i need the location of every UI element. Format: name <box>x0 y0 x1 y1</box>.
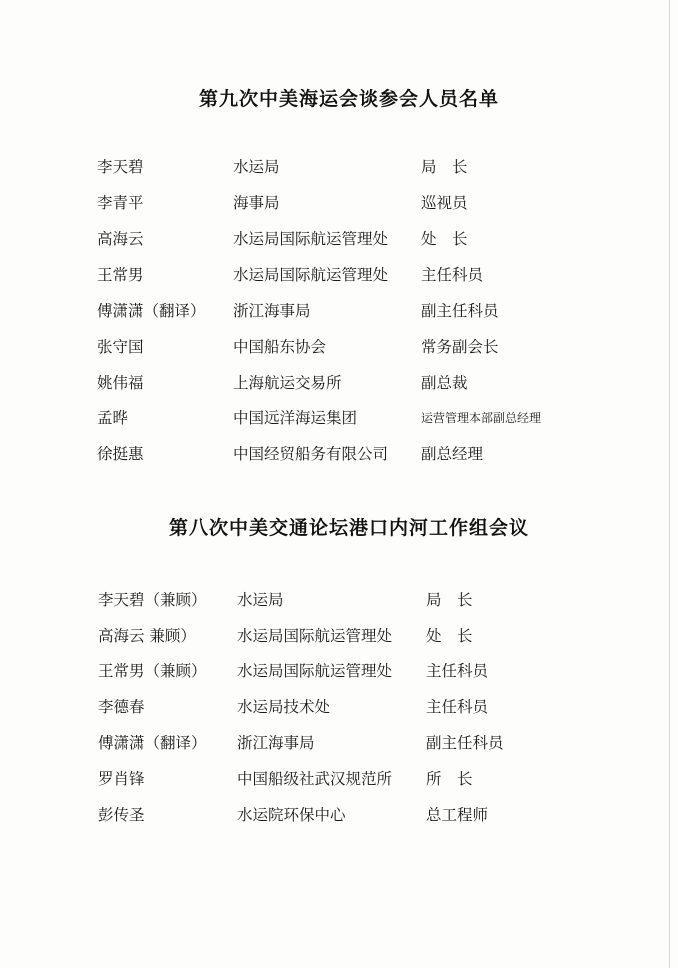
member-organization: 水运局国际航运管理处 <box>237 627 393 645</box>
member-position: 处 长 <box>426 627 473 645</box>
member-organization: 水运局国际航运管理处 <box>233 266 389 284</box>
member-position: 主任科员 <box>421 266 484 284</box>
member-name: 李德春 <box>98 698 145 716</box>
member-organization: 中国船东协会 <box>233 338 327 356</box>
member-position: 主任科员 <box>426 698 489 716</box>
member-organization: 水运局国际航运管理处 <box>233 230 389 248</box>
member-name: 李天碧 <box>97 158 144 176</box>
member-name: 李青平 <box>97 194 144 212</box>
member-organization: 中国经贸船务有限公司 <box>233 445 389 463</box>
member-position: 所 长 <box>426 770 473 788</box>
member-organization: 海事局 <box>233 194 280 212</box>
member-name: 傅潇潇（翻译） <box>98 734 207 752</box>
member-name: 高海云 兼顾） <box>98 627 196 645</box>
member-name: 彭传圣 <box>98 806 145 824</box>
member-organization: 水运局 <box>233 158 280 176</box>
member-position: 处 长 <box>421 230 468 248</box>
member-position: 副总裁 <box>421 374 468 392</box>
member-organization: 中国船级社武汉规范所 <box>237 770 393 788</box>
member-name: 孟晔 <box>97 409 129 427</box>
member-row <box>0 227 678 251</box>
member-position: 局 长 <box>426 591 473 609</box>
member-row <box>0 695 678 719</box>
member-organization: 中国远洋海运集团 <box>233 409 358 427</box>
member-organization: 浙江海事局 <box>237 734 315 752</box>
member-position: 副主任科员 <box>426 734 504 752</box>
section-2-title: 第八次中美交通论坛港口内河工作组会议 <box>168 517 529 539</box>
member-position: 运营管理本部副总经理 <box>421 411 542 425</box>
member-row <box>0 624 678 648</box>
member-organization: 水运局技术处 <box>237 698 331 716</box>
member-row <box>0 442 678 466</box>
member-position: 主任科员 <box>426 662 489 680</box>
member-position: 总工程师 <box>426 806 489 824</box>
member-name: 姚伟福 <box>97 374 144 392</box>
section-1-title: 第九次中美海运会谈参会人员名单 <box>198 88 499 110</box>
member-organization: 浙江海事局 <box>233 302 311 320</box>
member-name: 王常男 <box>97 266 144 284</box>
member-row <box>0 659 678 683</box>
member-row <box>0 299 678 323</box>
member-name: 张守国 <box>97 338 144 356</box>
member-position: 巡视员 <box>421 194 468 212</box>
member-position: 副总经理 <box>421 445 484 463</box>
member-row <box>0 767 678 791</box>
member-row <box>0 335 678 359</box>
member-row <box>0 263 678 287</box>
member-row <box>0 803 678 827</box>
member-row <box>0 191 678 215</box>
member-organization: 水运院环保中心 <box>237 806 346 824</box>
member-position: 局 长 <box>421 158 468 176</box>
member-name: 高海云 <box>97 230 144 248</box>
member-row <box>0 588 678 612</box>
member-row <box>0 731 678 755</box>
member-name: 傅潇潇（翻译） <box>97 302 206 320</box>
member-name: 罗肖锋 <box>98 770 145 788</box>
member-organization: 水运局国际航运管理处 <box>237 662 393 680</box>
member-row <box>0 406 678 430</box>
member-name: 李天碧（兼顾） <box>98 591 207 609</box>
member-row <box>0 371 678 395</box>
member-position: 副主任科员 <box>421 302 499 320</box>
member-name: 王常男（兼顾） <box>98 662 207 680</box>
member-organization: 水运局 <box>237 591 284 609</box>
member-organization: 上海航运交易所 <box>233 374 342 392</box>
member-row <box>0 155 678 179</box>
member-position: 常务副会长 <box>421 338 499 356</box>
member-name: 徐挺惠 <box>97 445 144 463</box>
